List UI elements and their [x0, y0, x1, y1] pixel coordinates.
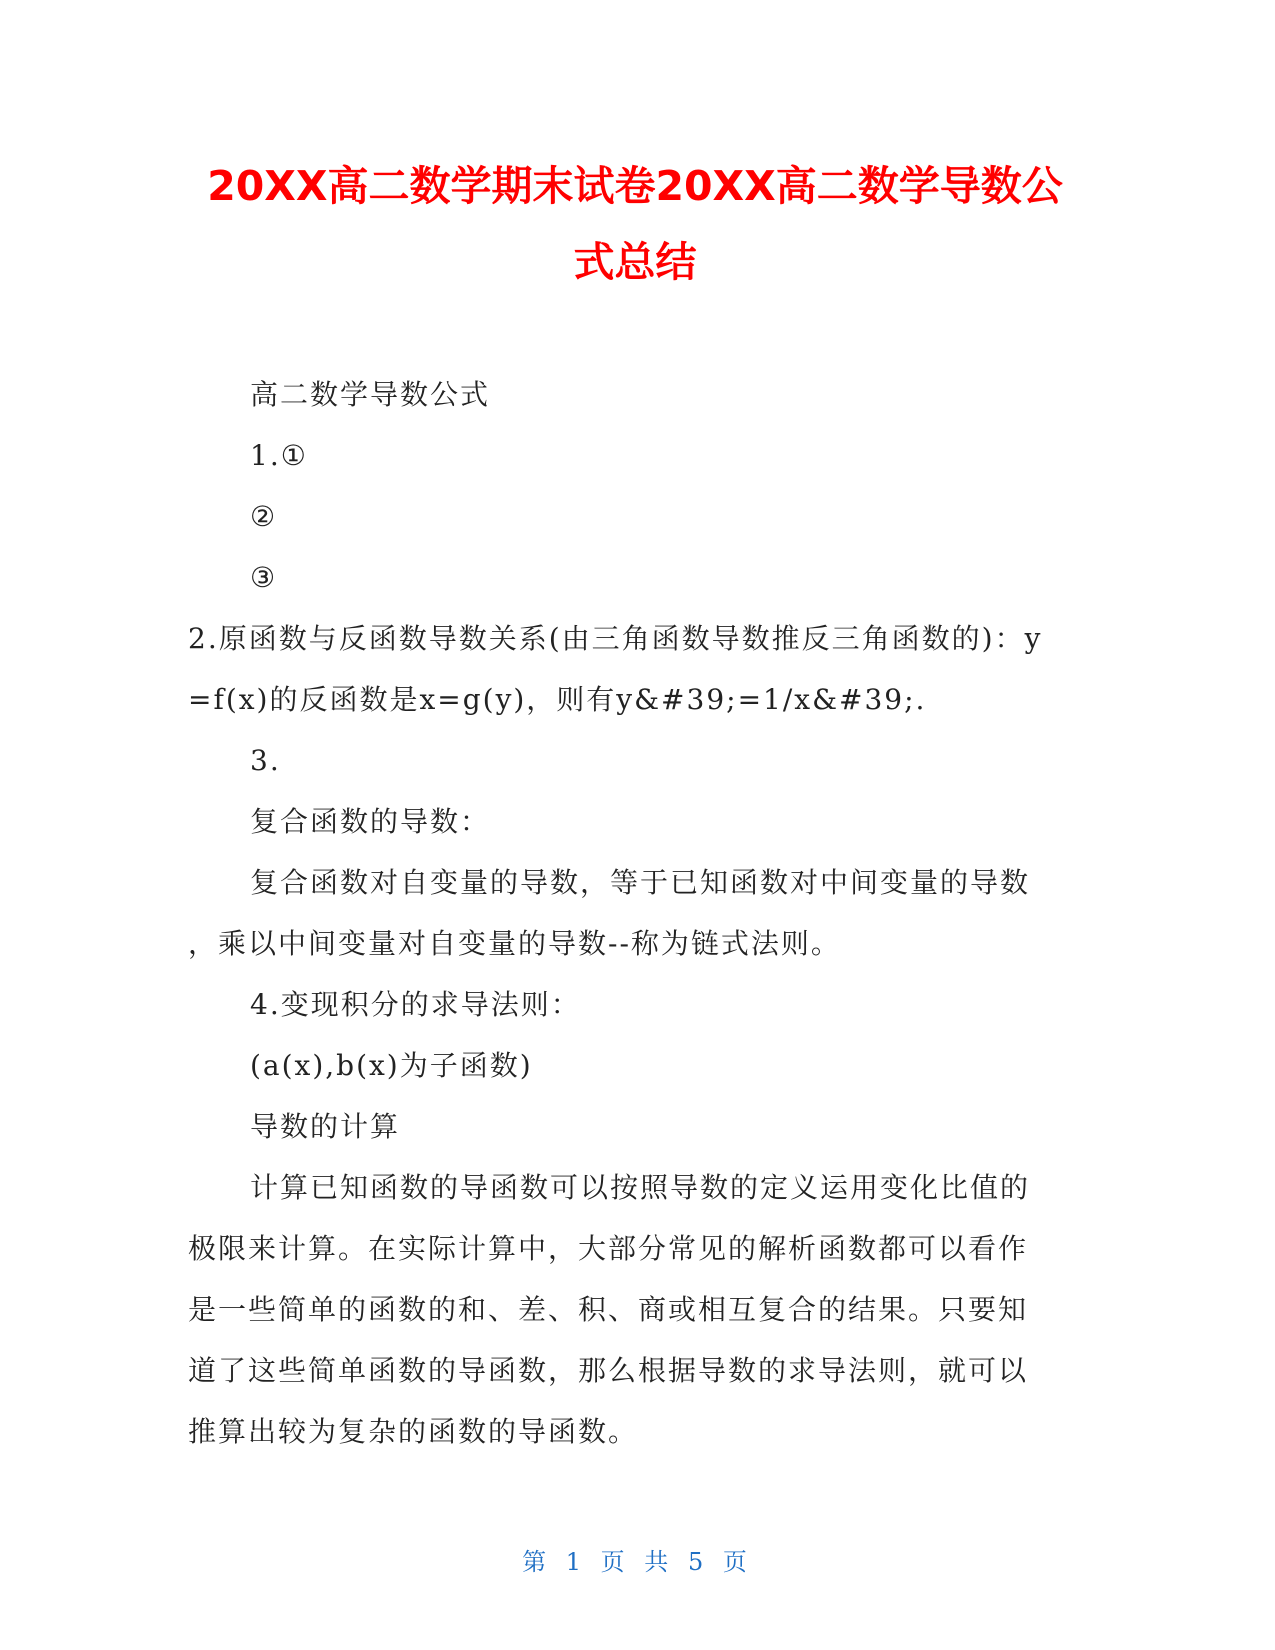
document-title: [180, 148, 1090, 300]
composite-heading: 复合函数的导数：: [250, 805, 491, 838]
paragraph-calc-line-1: 计算已知函数的导函数可以按照导数的定义运用变化比值的: [250, 1171, 1031, 1204]
paragraph-inverse-line-1: 2.原函数与反函数导数关系(由三角函数导数推反三角函数的)：y: [188, 622, 1043, 655]
paragraph-calc-line-5: 推算出较为复杂的函数的导函数。: [188, 1415, 639, 1448]
paragraph-inverse-line-2: =f(x)的反函数是x=g(y)，则有y&#39;=1/x&#39;.: [188, 683, 927, 716]
calculation-heading: 导数的计算: [250, 1110, 401, 1143]
list-item-4: 4.变现积分的求导法则：: [250, 988, 581, 1021]
list-item-3: 3.: [250, 744, 281, 777]
section-heading: 高二数学导数公式: [250, 378, 491, 411]
list-item-circle-3: ③: [250, 561, 278, 594]
paragraph-calc-line-2: 极限来计算。在实际计算中，大部分常见的解析函数都可以看作: [188, 1232, 1029, 1265]
title-line-1: 20XX高二数学期末试卷20XX高二数学导数公: [207, 162, 1063, 210]
list-item-circle-2: ②: [250, 500, 278, 533]
page-number: 第 1 页 共 5 页: [522, 1548, 753, 1576]
subfunction-note: (a(x),b(x)为子函数): [250, 1049, 533, 1082]
paragraph-calc-line-4: 道了这些简单函数的导函数，那么根据导数的求导法则，就可以: [188, 1354, 1029, 1387]
document-body: [188, 364, 1075, 1462]
paragraph-calc-line-3: 是一些简单的函数的和、差、积、商或相互复合的结果。只要知: [188, 1293, 1029, 1326]
list-item-1: 1.①: [250, 439, 308, 472]
paragraph-chain-line-2: ，乘以中间变量对自变量的导数--称为链式法则。: [188, 927, 841, 960]
title-line-2: 式总结: [573, 238, 697, 286]
paragraph-chain-line-1: 复合函数对自变量的导数，等于已知函数对中间变量的导数: [250, 866, 1031, 899]
